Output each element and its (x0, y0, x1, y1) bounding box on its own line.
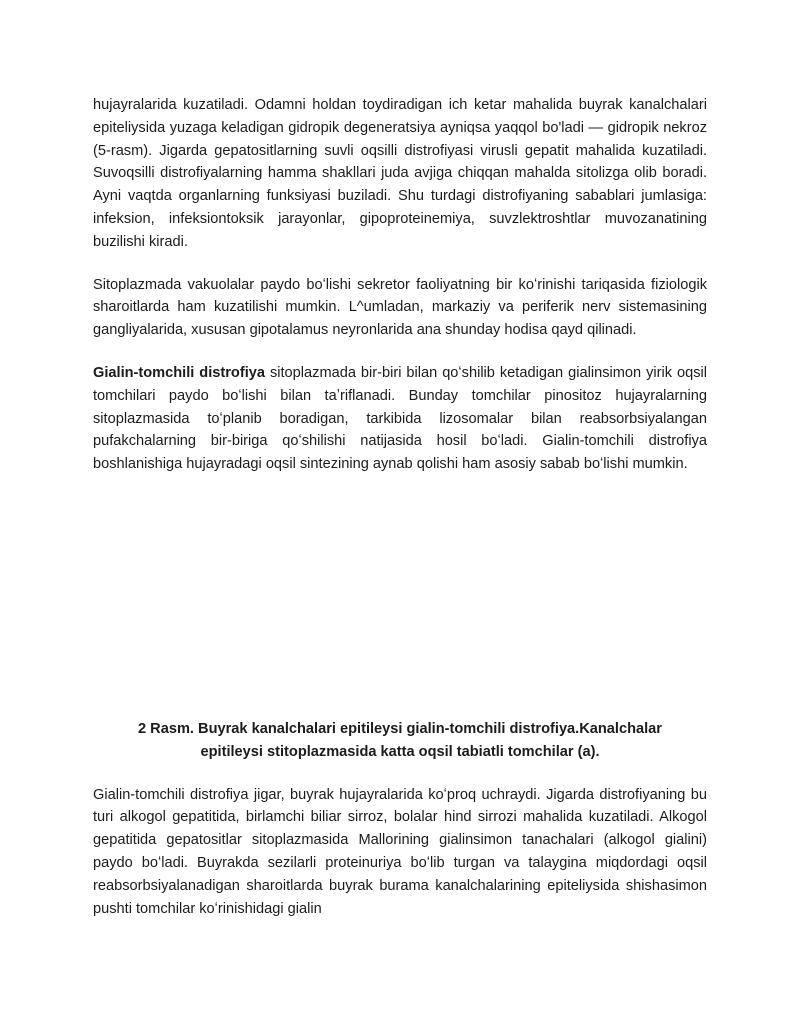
figure-caption (93, 718, 707, 764)
paragraph-2: Sitoplazmada vakuolalar paydo boʻlishi sekretor faoliyatning bir koʻrinishi tariqasida fiziologik sharoitlarda ham kuzatilishi mumkin. L^umladan, markaziy va periferik nerv sistemasining gangliyalarida, xususan gipotalamus neyronlarida ana shunday hodisa qayd qilinadi. (93, 276, 707, 339)
paragraph-4: Gialin-tomchili distrofiya jigar, buyrak hujayralarida koʻproq uchraydi. Jigarda distrofiyaning bu turi alkogol gepatitida, birlamchi biliar sirroz, bolalar hind sirrozi mahalida kuzatiladi. Alkogol gepatitida gepatositlar sitoplazmasida Mallorining gialinsimon tanachalari (alkogol gialini) paydo boʻladi. Buyrakda sezilarli proteinuriya boʻlib turgan va talaygina miqdordagi oqsil reabsorbsiyalanadigan sharoitlarda buyrak burama kanalchalarining epiteliysida shishasimon pushti tomchilar koʻrinishidagi gialin (93, 786, 707, 917)
paragraph-3-text: sitoplazmada bir-biri bilan qoʻshilib ketadigan gialinsimon yirik oqsil tomchilari paydo boʻlishi bilan taʼriflanadi. Bunday tomchilar pinositoz hujayralarning sitoplazmasida toʻplanib boradigan, tarkibida lizosomalar bilan reabsorbsiyalangan pufakchalarning bir-biriga qoʻshilishi natijasida hosil boʻladi. Gialin-tomchili distrofiya boshlanishiga hujayradagi oqsil sintezining aynab qolishi ham asosiy sabab boʻlishi mumkin. (93, 364, 707, 473)
caption-line-1: 2 Rasm. Buyrak kanalchalari epitileysi gialin-tomchili distrofiya.Kanalchalar (138, 720, 662, 737)
paragraph-3 (93, 362, 707, 476)
term-gialin-tomchili: Gialin-tomchili distrofiya (93, 364, 265, 381)
paragraph-1: hujayralarida kuzatiladi. Odamni holdan toydiradigan ich ketar mahalida buyrak kanalchalari epiteliysida yuzaga keladigan gidropik degeneratsiya ayniqsa yaqqol bo'ladi — gidropik nekroz (5-rasm). Jigarda gepatositlarning suvli oqsilli distrofiyasi virusli gepatit mahalida kuzatiladi. Suvoqsilli distrofiyalarning hamma shakllari juda avjiga chiqqan mahalda sitolizga olib boradi. Ayni vaqtda organlarning funksiyasi buziladi. Shu turdagi distrofiyaning sabablari jumlasiga: infeksion, infeksiontoksik jarayonlar, gipoproteinemiya, suvzlektroshtlar muvozanatining buzilishi kiradi. (93, 97, 707, 250)
figure-placeholder (93, 476, 707, 718)
caption-line-2: epitileysi stitoplazmasida katta oqsil tabiatli tomchilar (a). (200, 743, 600, 760)
